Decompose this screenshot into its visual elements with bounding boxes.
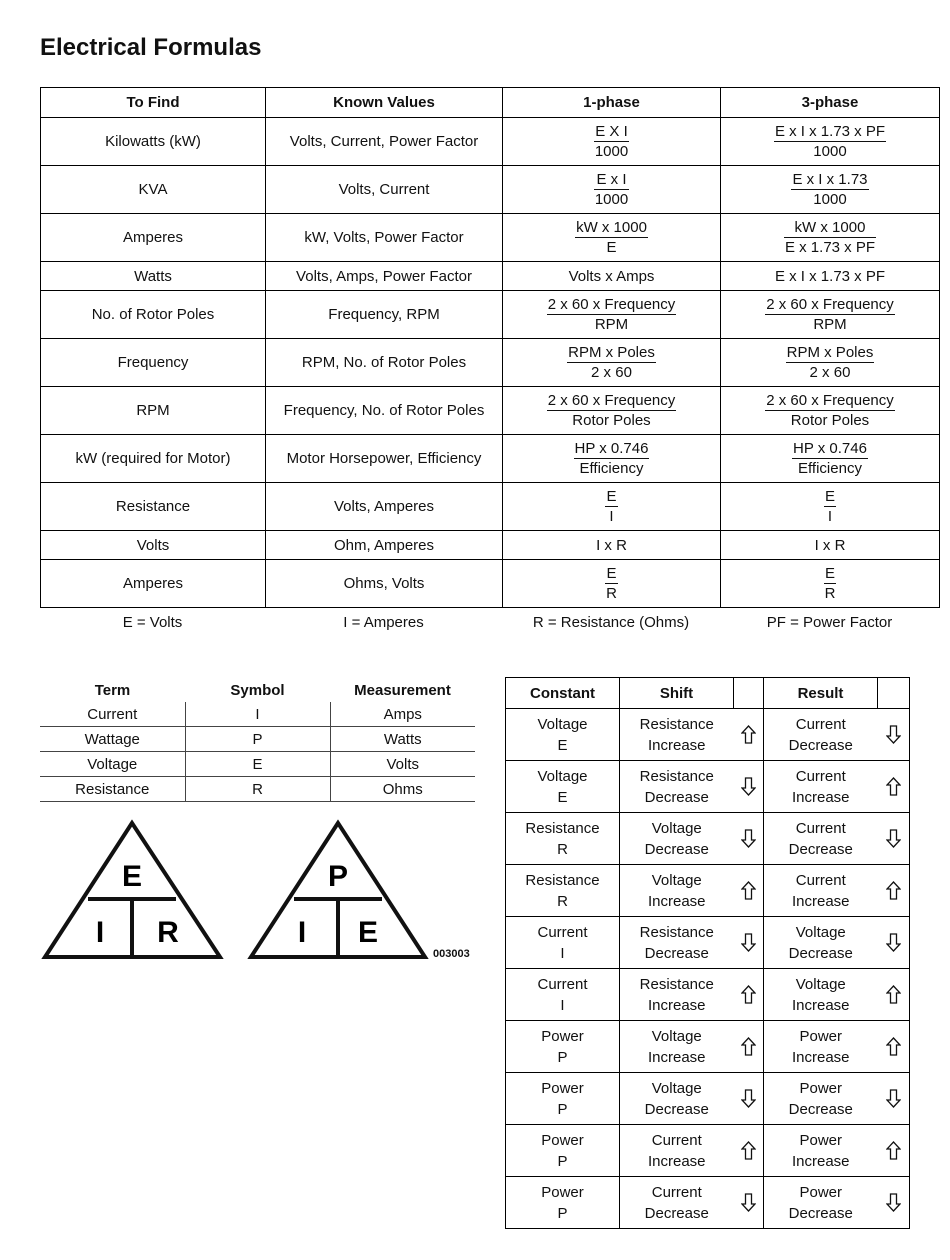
shift-row [506, 709, 910, 761]
single-phase-fraction [567, 343, 656, 382]
result-change: Increase [791, 996, 850, 1014]
result-change: Increase [791, 1152, 850, 1170]
legend-amperes: I = Amperes [343, 614, 424, 631]
shift-cell [620, 813, 734, 865]
shift-quantity: Current [651, 1183, 702, 1201]
formula-denominator: I [609, 508, 614, 525]
ohms-triangle-left-symbol: I [95, 916, 105, 949]
formula-denominator: E x 1.73 x PF [784, 239, 876, 256]
constant-cell [506, 917, 620, 969]
shift-quantity: Resistance [639, 767, 714, 785]
column-header-constant: Constant [506, 678, 620, 709]
result-cell [764, 1073, 878, 1125]
shift-arrow-cell [734, 1073, 764, 1125]
arrow-down-icon [886, 725, 901, 744]
constant-quantity: Resistance [525, 871, 600, 889]
column-header-result-arrow [878, 678, 910, 709]
result-quantity: Power [799, 1027, 843, 1045]
terms-header-row [40, 678, 475, 702]
result-change: Decrease [788, 1204, 853, 1222]
term-cell: Resistance [40, 777, 185, 802]
ohms-law-triangle [45, 823, 220, 957]
result-quantity: Voltage [795, 923, 846, 941]
shift-cell [620, 917, 734, 969]
shift-cell [620, 1125, 734, 1177]
single-phase-formula-cell [503, 435, 721, 483]
formula-numerator: 2 x 60 x Frequency [766, 296, 894, 313]
shift-arrow-cell [734, 761, 764, 813]
to-find-cell: Amperes [41, 214, 266, 262]
shift-arrow-cell [734, 865, 764, 917]
constant-cell [506, 1021, 620, 1073]
three-phase-formula-cell [721, 118, 940, 166]
column-header-result: Result [764, 678, 878, 709]
known-values-cell: Frequency, RPM [266, 291, 503, 339]
formula-denominator: I [827, 508, 833, 525]
arrow-up-icon [741, 725, 756, 744]
arrow-down-icon [741, 933, 756, 952]
arrow-down-icon [886, 1193, 901, 1212]
result-change: Decrease [788, 736, 853, 754]
three-phase-formula-cell [721, 560, 940, 608]
result-cell [764, 969, 878, 1021]
shift-quantity: Voltage [651, 819, 702, 837]
shift-quantity: Resistance [639, 975, 714, 993]
known-values-cell: kW, Volts, Power Factor [266, 214, 503, 262]
three-phase-fraction [784, 218, 876, 257]
formula-numerator: E X I [595, 123, 628, 140]
constant-cell [506, 813, 620, 865]
column-header-known-values: Known Values [266, 88, 503, 118]
column-header-shift: Shift [620, 678, 734, 709]
column-header-to-find: To Find [41, 88, 266, 118]
measurement-cell: Ohms [330, 777, 475, 802]
known-values-cell: Volts, Amperes [266, 483, 503, 531]
formula-denominator: 1000 [813, 191, 847, 208]
formula-row [41, 339, 940, 387]
column-header-1-phase: 1-phase [503, 88, 721, 118]
formula-numerator: E [606, 488, 617, 505]
known-values-cell: Ohms, Volts [266, 560, 503, 608]
result-change: Decrease [788, 1100, 853, 1118]
single-phase-formula-cell [503, 560, 721, 608]
constant-quantity: Power [541, 1079, 584, 1097]
result-quantity: Voltage [795, 975, 846, 993]
result-arrow-cell [878, 709, 910, 761]
single-phase-fraction [594, 122, 629, 161]
power-triangle-left-symbol: I [297, 916, 307, 949]
three-phase-formula-cell [721, 483, 940, 531]
formula-row [41, 435, 940, 483]
shift-cell [620, 709, 734, 761]
formula-numerator: kW x 1000 [576, 219, 647, 236]
three-phase-fraction [824, 564, 837, 603]
shift-row [506, 917, 910, 969]
result-cell [764, 1177, 878, 1229]
shift-change: Decrease [644, 840, 709, 858]
single-phase-fraction [594, 170, 629, 209]
constant-cell [506, 969, 620, 1021]
power-triangle [251, 823, 425, 957]
shift-quantity: Resistance [639, 715, 714, 733]
legend-resistance: R = Resistance (Ohms) [532, 614, 690, 631]
three-phase-formula-cell [721, 291, 940, 339]
result-arrow-cell [878, 1125, 910, 1177]
three-phase-fraction [824, 487, 836, 526]
result-arrow-cell [878, 1073, 910, 1125]
constant-symbol: P [557, 1048, 568, 1066]
arrow-down-icon [741, 1193, 756, 1212]
result-change: Decrease [788, 944, 853, 962]
arrow-down-icon [886, 829, 901, 848]
shift-header-row [506, 678, 910, 709]
formula-table [40, 87, 940, 608]
result-quantity: Power [799, 1183, 843, 1201]
arrow-down-icon [741, 1089, 756, 1108]
single-phase-fraction [605, 564, 618, 603]
power-triangle-right-symbol: E [357, 916, 379, 949]
shift-table [505, 677, 910, 1229]
formula-denominator: Efficiency [798, 460, 862, 477]
three-phase-formula-cell [721, 214, 940, 262]
formula-row [41, 483, 940, 531]
shift-change: Increase [647, 996, 706, 1014]
single-phase-fraction [574, 439, 650, 478]
shift-change: Increase [647, 736, 706, 754]
formula-numerator: 2 x 60 x Frequency [766, 392, 894, 409]
measurement-cell: Amps [330, 702, 475, 727]
to-find-cell: Resistance [41, 483, 266, 531]
column-header-shift-arrow [734, 678, 764, 709]
constant-quantity: Current [537, 923, 588, 941]
shift-quantity: Voltage [651, 1027, 702, 1045]
constant-quantity: Voltage [537, 715, 588, 733]
formula-numerator: HP x 0.746 [574, 440, 649, 457]
single-phase-formula-cell [503, 339, 721, 387]
constant-symbol: R [557, 892, 568, 910]
shift-cell [620, 1021, 734, 1073]
shift-change: Increase [647, 1048, 706, 1066]
arrow-down-icon [741, 829, 756, 848]
shift-cell [620, 1177, 734, 1229]
shift-arrow-cell [734, 1125, 764, 1177]
legend-volts: E = Volts [122, 614, 183, 631]
constant-symbol: E [557, 788, 568, 806]
terms-row [40, 727, 475, 752]
single-phase-fraction [575, 218, 648, 257]
constant-cell [506, 1177, 620, 1229]
arrow-up-icon [741, 1037, 756, 1056]
formula-row [41, 262, 940, 291]
formula-row [41, 531, 940, 560]
symbol-cell: R [185, 777, 330, 802]
result-cell [764, 1125, 878, 1177]
shift-change: Decrease [644, 1100, 709, 1118]
result-cell [764, 709, 878, 761]
three-phase-formula-cell: I x R [721, 531, 940, 560]
arrow-up-icon [886, 777, 901, 796]
constant-cell [506, 761, 620, 813]
formula-row [41, 560, 940, 608]
known-values-cell: Motor Horsepower, Efficiency [266, 435, 503, 483]
arrow-up-icon [886, 985, 901, 1004]
formula-triangles [40, 818, 440, 963]
result-change: Increase [791, 892, 850, 910]
formula-row [41, 118, 940, 166]
constant-symbol: P [557, 1204, 568, 1222]
constant-symbol: I [560, 996, 565, 1014]
constant-quantity: Resistance [525, 819, 600, 837]
shift-change: Increase [647, 1152, 706, 1170]
terms-row [40, 777, 475, 802]
to-find-cell: Frequency [41, 339, 266, 387]
shift-row [506, 865, 910, 917]
constant-quantity: Voltage [537, 767, 588, 785]
known-values-cell: Volts, Current, Power Factor [266, 118, 503, 166]
result-arrow-cell [878, 1021, 910, 1073]
shift-cell [620, 1073, 734, 1125]
formula-denominator: 1000 [813, 143, 847, 160]
shift-quantity: Resistance [639, 923, 714, 941]
ohms-triangle-right-symbol: R [157, 916, 179, 949]
shift-arrow-cell [734, 709, 764, 761]
formula-numerator: E [606, 565, 617, 582]
three-phase-fraction [786, 343, 875, 382]
formula-denominator: 2 x 60 [591, 364, 632, 381]
result-arrow-cell [878, 969, 910, 1021]
to-find-cell: kW (required for Motor) [41, 435, 266, 483]
result-arrow-cell [878, 917, 910, 969]
shift-cell [620, 865, 734, 917]
arrow-down-icon [886, 1089, 901, 1108]
three-phase-fraction [765, 295, 895, 334]
single-phase-formula-cell [503, 118, 721, 166]
result-quantity: Current [795, 715, 846, 733]
result-arrow-cell [878, 813, 910, 865]
single-phase-formula-cell: I x R [503, 531, 721, 560]
known-values-cell: RPM, No. of Rotor Poles [266, 339, 503, 387]
single-phase-fraction [547, 391, 677, 430]
three-phase-formula-cell: E x I x 1.73 x PF [721, 262, 940, 291]
shift-arrow-cell [734, 1177, 764, 1229]
figure-number: 003003 [433, 948, 470, 960]
page-title: Electrical Formulas [40, 34, 262, 61]
formula-numerator: HP x 0.746 [793, 440, 867, 457]
to-find-cell: Watts [41, 262, 266, 291]
formula-denominator: Rotor Poles [790, 412, 870, 429]
formula-denominator: 1000 [594, 191, 629, 208]
constant-quantity: Power [541, 1131, 584, 1149]
shift-change: Increase [647, 892, 706, 910]
formula-numerator: kW x 1000 [784, 218, 876, 238]
formula-denominator: RPM [594, 316, 629, 333]
known-values-cell: Volts, Amps, Power Factor [266, 262, 503, 291]
formula-numerator: E x I [594, 170, 629, 190]
shift-row [506, 1021, 910, 1073]
constant-quantity: Current [537, 975, 588, 993]
single-phase-formula-cell: Volts x Amps [503, 262, 721, 291]
formula-denominator: Efficiency [579, 460, 644, 477]
column-header-symbol: Symbol [230, 681, 285, 699]
arrow-up-icon [741, 1141, 756, 1160]
symbol-cell: P [185, 727, 330, 752]
symbol-cell: I [185, 702, 330, 727]
shift-row [506, 813, 910, 865]
constant-symbol: P [557, 1100, 568, 1118]
constant-symbol: P [557, 1152, 568, 1170]
formula-numerator: 2 x 60 x Frequency [547, 296, 676, 313]
single-phase-fraction [605, 487, 617, 526]
constant-cell [506, 1073, 620, 1125]
formula-numerator: E [824, 565, 835, 582]
legend-power-factor: PF = Power Factor [766, 614, 893, 631]
known-values-cell: Frequency, No. of Rotor Poles [266, 387, 503, 435]
constant-quantity: Power [541, 1027, 584, 1045]
column-header-measurement: Measurement [354, 681, 451, 699]
result-cell [764, 761, 878, 813]
three-phase-fraction [792, 439, 868, 478]
arrow-up-icon [741, 985, 756, 1004]
known-values-cell: Ohm, Amperes [266, 531, 503, 560]
shift-row [506, 969, 910, 1021]
shift-change: Decrease [644, 788, 709, 806]
single-phase-fraction [547, 295, 677, 334]
formula-row [41, 387, 940, 435]
shift-row [506, 1073, 910, 1125]
to-find-cell: Volts [41, 531, 266, 560]
terms-row [40, 702, 475, 727]
formula-header-row [41, 88, 940, 118]
constant-quantity: Power [541, 1183, 584, 1201]
to-find-cell: KVA [41, 166, 266, 214]
formula-numerator: RPM x Poles [786, 344, 874, 361]
formula-denominator: Rotor Poles [572, 412, 651, 429]
arrow-down-icon [741, 777, 756, 796]
to-find-cell: RPM [41, 387, 266, 435]
formula-numerator: E x I x 1.73 x PF [774, 123, 886, 140]
arrow-down-icon [886, 933, 901, 952]
formula-denominator: 1000 [594, 143, 629, 160]
formula-denominator: R [824, 585, 836, 602]
ohms-triangle-top-symbol: E [121, 860, 143, 893]
three-phase-formula-cell [721, 435, 940, 483]
shift-arrow-cell [734, 917, 764, 969]
measurement-cell: Watts [330, 727, 475, 752]
single-phase-formula-cell [503, 387, 721, 435]
term-cell: Current [40, 702, 185, 727]
result-change: Decrease [788, 840, 853, 858]
shift-arrow-cell [734, 1021, 764, 1073]
shift-row [506, 761, 910, 813]
symbol-cell: E [185, 752, 330, 777]
terms-row [40, 752, 475, 777]
shift-change: Decrease [644, 944, 709, 962]
formula-denominator: RPM [813, 316, 847, 333]
three-phase-fraction [791, 170, 868, 209]
single-phase-formula-cell [503, 291, 721, 339]
formula-row [41, 291, 940, 339]
formula-numerator: RPM x Poles [568, 344, 655, 361]
known-values-cell: Volts, Current [266, 166, 503, 214]
term-cell: Voltage [40, 752, 185, 777]
result-change: Increase [791, 788, 850, 806]
arrow-up-icon [886, 1141, 901, 1160]
result-arrow-cell [878, 1177, 910, 1229]
to-find-cell: No. of Rotor Poles [41, 291, 266, 339]
to-find-cell: Amperes [41, 560, 266, 608]
to-find-cell: Kilowatts (kW) [41, 118, 266, 166]
shift-cell [620, 761, 734, 813]
column-header-term: Term [94, 681, 131, 699]
constant-cell [506, 709, 620, 761]
formula-numerator: E x I x 1.73 [792, 171, 868, 188]
formula-denominator: R [606, 585, 617, 602]
column-header-3-phase: 3-phase [721, 88, 940, 118]
symbol-legend [40, 614, 939, 634]
result-cell [764, 813, 878, 865]
three-phase-formula-cell [721, 339, 940, 387]
arrow-up-icon [886, 881, 901, 900]
constant-cell [506, 1125, 620, 1177]
result-quantity: Power [799, 1079, 843, 1097]
formula-row [41, 214, 940, 262]
result-quantity: Current [795, 871, 846, 889]
result-cell [764, 1021, 878, 1073]
three-phase-formula-cell [721, 166, 940, 214]
single-phase-formula-cell [503, 483, 721, 531]
shift-row [506, 1177, 910, 1229]
formula-row [41, 166, 940, 214]
shift-change: Decrease [644, 1204, 709, 1222]
single-phase-formula-cell [503, 166, 721, 214]
constant-symbol: E [557, 736, 568, 754]
result-cell [764, 865, 878, 917]
shift-quantity: Voltage [651, 1079, 702, 1097]
constant-cell [506, 865, 620, 917]
power-triangle-top-symbol: P [327, 860, 349, 893]
shift-row [506, 1125, 910, 1177]
three-phase-fraction [765, 391, 895, 430]
measurement-cell: Volts [330, 752, 475, 777]
terms-table [40, 678, 475, 802]
shift-arrow-cell [734, 969, 764, 1021]
result-quantity: Current [795, 819, 846, 837]
three-phase-fraction [774, 122, 886, 161]
result-quantity: Power [799, 1131, 843, 1149]
arrow-up-icon [886, 1037, 901, 1056]
formula-denominator: 2 x 60 [809, 364, 851, 381]
result-change: Increase [791, 1048, 850, 1066]
result-arrow-cell [878, 761, 910, 813]
formula-numerator: E [824, 488, 835, 505]
result-arrow-cell [878, 865, 910, 917]
shift-quantity: Current [651, 1131, 702, 1149]
formula-numerator: 2 x 60 x Frequency [547, 392, 676, 409]
shift-quantity: Voltage [651, 871, 702, 889]
constant-symbol: I [560, 944, 565, 962]
shift-cell [620, 969, 734, 1021]
constant-symbol: R [557, 840, 568, 858]
arrow-up-icon [741, 881, 756, 900]
shift-arrow-cell [734, 813, 764, 865]
result-cell [764, 917, 878, 969]
formula-denominator: E [606, 239, 617, 256]
single-phase-formula-cell [503, 214, 721, 262]
term-cell: Wattage [40, 727, 185, 752]
result-quantity: Current [795, 767, 846, 785]
three-phase-formula-cell [721, 387, 940, 435]
